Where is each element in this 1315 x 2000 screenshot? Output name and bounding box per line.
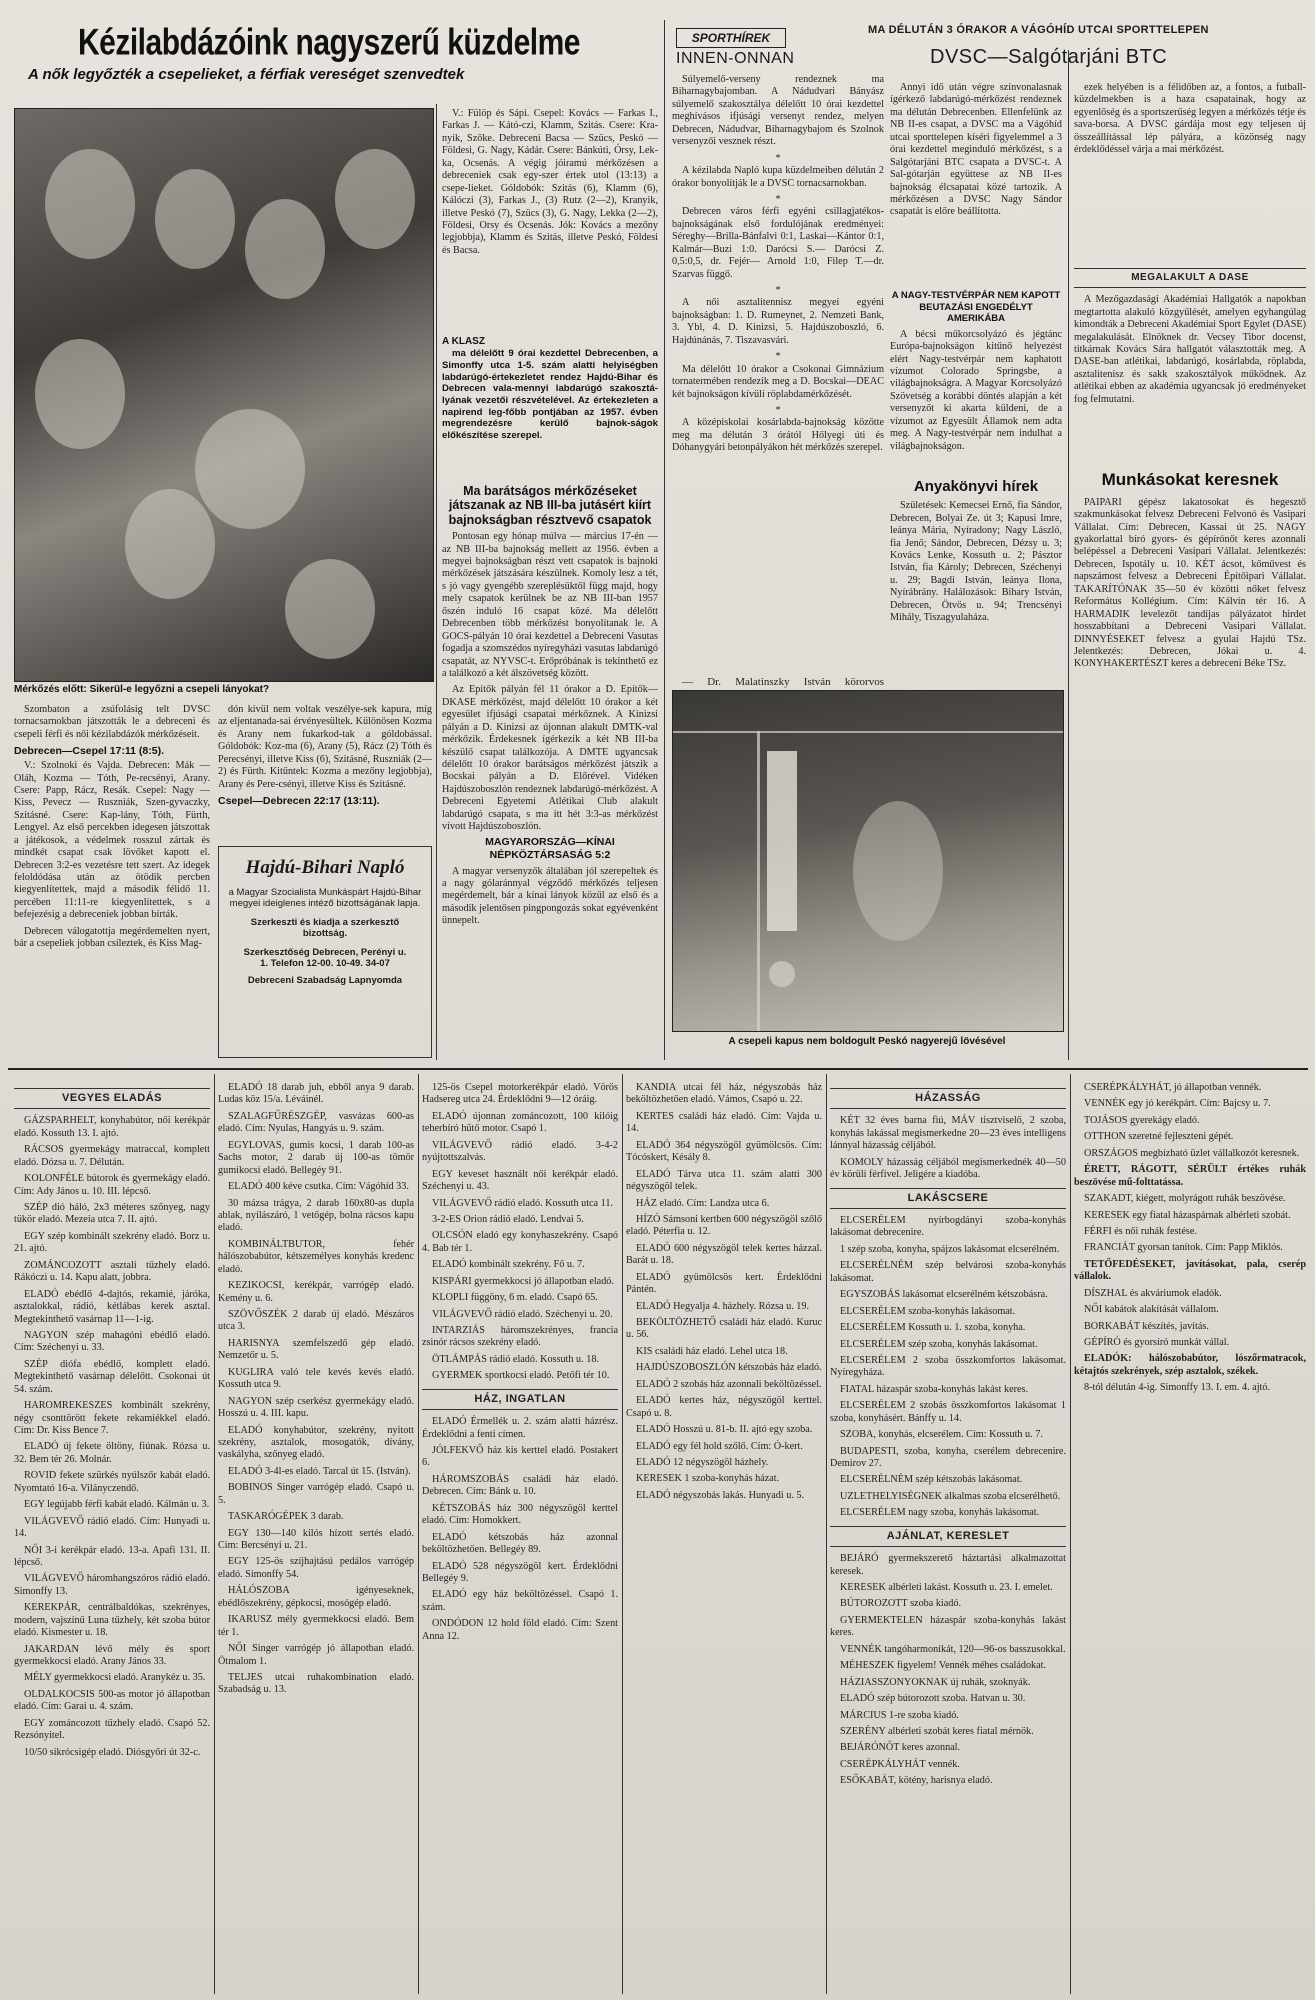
sporthir-item-6: A középiskolai kosárlabda-bajnokság közötte meg ma délután 3 órától Hőlyegi úti és Dóhanygyári betonpályákon hét mérkőzés szerepel. (672, 417, 884, 454)
friendly-text: Pontosan egy hónap múlva — március 17-én — az NB III-ba bajnokság mellett az 1956. évben a megyei bajnokságban részt vett csapatok is bajnoki mérkőzések játszására készülnek. Komoly lesz a tét, s jó vagy gyengébb szereplésüktől függ majd, hogy mely csapatok kerülnek be az NB III-ban 1957 őszén induló 16 csapat közé. Ma délelőtt Debrecenben több mérkőzést bonyolítanak le. A GOCS-pályán 10 órai kezdettel a Debreceni Vasutas fogadja a szomszédos nyíregyházi vasutas labdarúgó csapatát, az NYVSC-t. Erőpróbának is tekinthető ez a találkozó a két álszövetség között. (442, 531, 658, 679)
ad: HÁZ eladó. Cím: Landza utca 6. (636, 1197, 770, 1209)
ad: ELADÓ 400 kéve csutka. Cím: Vágóhíd 33. (228, 1181, 409, 1193)
ad: ELADÓK: hálószobabútor, lószőrmatracok, kétajtós szekrények, szép asztalok, székek. (1074, 1353, 1306, 1377)
friendly-text2: Az Epítők pályán fél 11 órakor a D. Epítők—DKASE mérkőzést, majd délelőtt 10 órakor a két egyesület ifjúsági csapatai mérkőznek. A Kinizsi pályán a D. Kinizsi az újonnan alakult DMTK-val mérkőzik. Érdekesnek ígérkezik a két NB III-ba készülő csapat találkozója. A DMTE ugyancsak délelőtt 10 órakor barátságos mérkőzést játszik a Bocskai pályán a D. Előrével. Vidéken Hajdúszoboszlón rendeznek labdarúgó-mérkőzést. A Debreceni Egyetemi Atlétikai Club alakult labdarúgó csapata, s ma itt hét 3:3-as mérkőzést vívott Hajdúszoboszlón. (442, 684, 658, 833)
ad: GÉPÍRÓ és gyorsíró munkát vállal. (1084, 1337, 1230, 1348)
ad: ELADÓ Hegyalja 4. házhely. Rózsa u. 19. (636, 1300, 810, 1312)
ad: TASKARÓGÉPEK 3 darab. (228, 1511, 344, 1523)
ad: ELADÓ 18 darab juh, ebből anya 9 darab. Ludas köz 15/a. Léváinél. (218, 1082, 414, 1106)
ad: BEJÁRÓ gyermekszerető háztartási alkalmazottat keresek. (830, 1553, 1066, 1577)
ad: TETŐFEDÉSEKET, javításokat, pala, cserép vállalok. (1074, 1258, 1306, 1283)
ad: ELADÓ gyümölcsös kert. Érdeklődni Pántén. (626, 1271, 822, 1296)
ad: FÉRFI és női ruhák festése. (1084, 1225, 1197, 1237)
ad: 125-ös Csepel motorkerékpár eladó. Vörös Hadsereg utca 24. Érdeklődni 9—12 óráig. (422, 1082, 618, 1106)
ad: ÖTLÁMPÁS rádió eladó. Kossuth u. 18. (432, 1353, 599, 1365)
ad: ELADÓ Tárva utca 11. szám alatti 300 négyszögöl telek. (626, 1168, 822, 1193)
ad: VILÁGVEVŐ háromhangszóros rádió eladó. Simonffy 13. (14, 1573, 210, 1597)
classifieds-col-5 (830, 1082, 1066, 1992)
ad: FRANCIÁT gyorsan tanítok. Cím: Papp Miklós. (1084, 1242, 1283, 1254)
ad: FIATAL házaspár szoba-konyhás lakást keres. (840, 1383, 1029, 1395)
report-text: Szombaton a zsúfolásig telt DVSC tornacsarnokban játszották le a debreceni és csepeli férfi és női kézilabdázók mérkőzéseit. (14, 704, 210, 740)
team-photo (14, 108, 434, 682)
ad: ELADÓ egy fél hold szőlő. Cím: Ó-kert. (636, 1440, 803, 1452)
ad: 3-2-ES Orion rádió eladó. Lendvai 5. (432, 1213, 584, 1225)
ad: OLDALKOCSIS 500-as motor jó állapotban eladó. Cím: Garai u. 4. szám. (14, 1688, 210, 1713)
ad: ELADÓ új fekete öltöny, fiúnak. Rózsa u. 32. Bem tér 26. Molnár. (14, 1441, 210, 1465)
ad: KOMOLY házasság céljából megismerkednék 40—50 év körüli férfivel. Jeligére a kiadóba. (830, 1156, 1066, 1181)
amerika-article (890, 290, 1062, 470)
ad: VILÁGVEVŐ rádió eladó. Cím: Hunyadi u. 14. (14, 1515, 210, 1540)
magyar-kinai-headline: MAGYARORSZÁG—KÍNAI NÉPKÖZTÁRSASÁG 5:2 (485, 836, 615, 861)
ad: JÓLFEKVŐ ház kis kerttel eladó. Postakert 6. (422, 1445, 618, 1469)
ad: EGY zománcozott tűzhely eladó. Csapó 52. Rezsónyitel. (14, 1717, 210, 1742)
ad: GYERMEK sportkocsi eladó. Petőfi tér 10. (432, 1370, 610, 1382)
ad: EGY 130—140 kilós hízott sertés eladó. Cím: Bercsényi u. 21. (218, 1527, 414, 1551)
anyakonyv-article (890, 478, 1062, 668)
ad: VILÁGVEVŐ rádió eladó. Kossuth utca 11. (432, 1197, 613, 1209)
ad: SZÖVŐSZÉK 2 darab új eladó. Mészáros utca 3. (218, 1309, 414, 1333)
ad: EGYLOVAS, gumis kocsi, 1 darab 100-as Sachs motor, 2 darab új 100-as tömör gumikocsi eladó. Bellegéy 91. (218, 1139, 414, 1176)
ad: HÁZIASSZONYOKNAK új ruhák, szoknyák. (840, 1676, 1031, 1688)
men-result: Csepel—Debrecen 22:17 (13:11). (218, 795, 380, 808)
ad: ELCSERÉLNÉM szép kétszobás lakásomat. (840, 1474, 1023, 1486)
ad: ELADÓ kertes ház, négyszögöl kerttel. Csapó u. 8. (626, 1395, 822, 1419)
ad: KERESEK egy fiatal házaspárnak albérleti szobát. (1084, 1209, 1291, 1221)
dvsc-banner: MA DÉLUTÁN 3 ÓRAKOR A VÁGÓHÍD UTCAI SPORTTELEPEN (868, 24, 1209, 36)
ad: ESŐKABÁT, kötény, harisnya eladó. (840, 1775, 993, 1787)
ad: ELADÓ ebédlő 4-dajtós, rekamié, járóka, asztalokkal, rádió, kétlábas kerek asztal. Megtekinthető vasárnap 11—1-ig. (14, 1288, 210, 1325)
ad: KERESEK albérleti lakást. Kossuth u. 23. I. emelet. (840, 1582, 1053, 1594)
ad: ELADÓ 2 szobás ház azonnali beköltözéssel. (636, 1378, 822, 1390)
masthead-line3: Szerkesztőség Debrecen, Perényi u. 1. Telefon 12-00. 10-49. 34-07 (243, 947, 407, 969)
lakascsere-title: LAKÁSCSERE (830, 1188, 1066, 1209)
ad: ELADÓ 600 négyszögöl telek kertes házzal. Barát u. 18. (626, 1242, 822, 1267)
ad: TELJES utcai ruhakombination eladó. Szabadság u. 13. (218, 1671, 414, 1696)
masthead-line2: Szerkeszti és kiadja a szerkesztő bizottság. (250, 917, 400, 939)
munkasokat-text: PAIPARI gépész lakatosokat és hegesztő szakmunkásokat felvesz Debreceni Felvonó és Vasipari Vállalat. Cím: Debrecen, Kassai út 25. NAGY gyakorlattal bíró gyors- és gépírónőt keres azonnali belépéssel a Debreceni Vasipari Vállalat. Jelentkezés: Debrecen, Ispotály u. 10. KÉT ácsot, kőművest és napszámost felvesz a Debreceni Építőipari Vállalat. TAKARÍTÓNAK 35—50 év közötti nőket felvesz Református Kollégium. Cím: Kálvin tér 16. A HARMADIK levelezőt tandíjas pályázatot hirdet hosszabbítani a Debreceni Vasipari Vállalat. DINNYÉSEKET felvesz a gyulai Hajdú TSz. Jelentkezés: Debrecen, Jókai u. 4. KONYHAKERTÉSZT keres a debreceni Béke TSz. (1074, 496, 1306, 670)
magyar-kinai-article (442, 836, 658, 1056)
ad: BÚTOROZOTT szoba kiadó. (840, 1598, 962, 1610)
lineups-paragraph: V.: Fülöp és Sápi. Csepel: Kovács — Farkas I., Farkas J. — Kátó-czi, Klamm, Szitás. Csere: Kra-nyik, Szőke. Debreceni Bacsa — Szücs, Peskó — Földesi, G. Nagy, Kádár. Csere: Bánkúti, Órsy, Lek-ka, Ocsenás. A végig jóiramú mérkőzésen a debreceniek csak egy-szer értek utol (13:13) a csepe-lieket. Góldobók: Szitás (6), Klamm (6), Kálóczi (3), Farkas J., (3) Rutz (2—2), Kranyik, illetve Peskó (7), Szücs (3), G. Nagy, Lekka (2—2), Földesi, Orsy és Ocsenás. Jók: Kovács a mezőny legjobbja), Klamm és Szitás, illetve Peskó, Földesi és Bacsa. (442, 108, 658, 256)
megalakult-headline: MEGALAKULT A DASE (1074, 268, 1306, 288)
ad: MÉHESZEK figyelem! Vennék méhes családokat. (840, 1660, 1047, 1672)
anyakonyv-headline: Anyakönyvi hírek (913, 478, 1039, 495)
klasz-text: ma délelőtt 9 órai kezdettel Debrecenben, a Simonffy utca 1-5. szám alatti helyiségben labdarúgó-értekezletet rendez Hajdú-Bihar és Debrecen vala-mennyi labdarúgó szakosztá-lyának vezetői részvételével. Az értekezleten a napirend leg-főbb pontjában az 1957. évben megrendezésre kerülő bajnok-ságok előkészítése szerepel. (442, 348, 658, 442)
ad: HAJDÚSZOBOSZLÓN kétszobás ház eladó. (636, 1362, 822, 1374)
ad: ELADÓ négyszobás lakás. Hunyadi u. 5. (636, 1489, 805, 1501)
ad: BEKÖLTÖZHETŐ családi ház eladó. Kuruc u. 56. (626, 1317, 822, 1341)
ad: OLCSÓN eladó egy konyhaszekrény. Csapó 4. Bab tér 1. (422, 1230, 618, 1254)
women-text2: Debrecen válogatottja megérdemelten nyert, bár a csepeliek jobban csíleztek, és Kiss Mag- (14, 925, 210, 950)
dvsc-text (890, 82, 1062, 282)
ad: ORSZÁGOS megbízható üzlet vállalkozót keresnek. (1084, 1147, 1300, 1159)
dvsc-title: DVSC—Salgótarjáni BTC (930, 46, 1168, 68)
ad: VENNÉK egy jó kerékpárt. Cím: Bajcsy u. 7. (1084, 1098, 1271, 1110)
ad: BORKABÁT készítés, javítás. (1084, 1320, 1209, 1332)
masthead-line1: a Magyar Szocialista Munkáspárt Hajdú-Bihar megyei ideiglenes intéző bizottságának lapja. (228, 887, 422, 909)
sporthirek-column: Súlyemelő-verseny rendeznek ma Biharnagybajomban. A Nádudvari Bányász súlyemelő szakosztálya délelőtt 10 órai kezdettel meghívásos ifjúsági versenyt rendez, melyen Debrecen, Nádudvar, Biharnagybajom és Szolnok versenyzői vesznek részt. * A kézilabda Napló kupa küzdelmeiben délután 2 órakor bonyolítják le a DVSC tornacsarnokban. * Debrecen város férfi egyéni csillagjatékos-bajnokságának első fordulójának eredményei: Séreghy—Brilla-Bánfalvi 0:1, Laskai—Kántor 0:1, Kalmár—Buzi 1:0. Darócsi S.— Darócsi Z. 0,5:0,5, dr. Fejér— Arnold 1:0, Filep T.—dr. Szarvas függő. * A női asztalitennisz megyei egyéni bajnokságban: 1. D. Rumeynet, 2. Nemzeti Bank, 3. Ybl, 4. D. Kinizsi, 5. Hajdúszoboszló, 6. Hajdúnánás, 7. Tiszavasvári. * Ma délelőtt 10 órakor a Csokonai Gimnázium tornatermében rendezik meg a D. Bocskai—DEAC két bajnokságon kívüli röplabdamérkőzését. * A középiskolai kosárlabda-bajnokság közötte meg ma délután 3 órától Hőlyegi úti és Dóhanygyári betonpályákon hét mérkőzés szerepel. (672, 74, 884, 454)
dvsc-text-cont (1074, 82, 1306, 258)
ad: ELCSERÉLEM nagy szoba, konyhás lakásomat. (840, 1507, 1040, 1519)
ad: ELADÓ Hosszú u. 81-b. II. ajtó egy szoba. (636, 1424, 813, 1436)
ad: EGY keveset használt női kerékpár eladó. Széchenyi u. 43. (422, 1168, 618, 1193)
classifieds-col-4 (626, 1082, 822, 1992)
vegyes-eladas-title: VEGYES ELADÁS (14, 1088, 210, 1109)
ad: KISPÁRI gyermekkocsi jó állapotban eladó. (432, 1275, 614, 1287)
ad: UZLETHELYISÉGNEK alkalmas szoba elcserélhető. (840, 1490, 1061, 1502)
goalkeeper-photo-caption: A csepeli kapus nem boldogult Peskó nagyerejű lövésével (728, 1036, 1006, 1047)
ad: INTARZIÁS háromszekrényes, francia zsinór rácsos szekrény eladó. (422, 1325, 618, 1349)
ad: ELCSERÉLEM szép szoba, konyhás lakásomat. (840, 1338, 1038, 1350)
megalakult-article (1074, 262, 1306, 462)
munkasokat-headline: Munkásokat keresnek (1101, 470, 1279, 489)
classifieds-col-3 (422, 1082, 618, 1992)
ad: ELADÓ 364 négyszögöl gyümölcsös. Cím: Tócóskert, Késály 8. (626, 1139, 822, 1164)
ad: ZOMÁNCOZOTT asztali tűzhely eladó. Rákóczi u. 14. Kapu alatt, jobbra. (14, 1259, 210, 1284)
ad: KOLONFÉLE bútorok és gyermekágy eladó. Cím: Ady János u. 10. III. lépcső. (14, 1173, 210, 1197)
ad: 1 szép szoba, konyha, spájzos lakásomat elcserélném. (840, 1243, 1060, 1255)
ad: ELADÓ 12 négyszögöl házhely. (636, 1456, 769, 1468)
ad: NŐI 3-i kerékpár eladó. 13-a. Apafi 131. II. lépcső. (14, 1544, 210, 1568)
ad: HARISNYA szemfelszedő gép eladó. Nemzetőr u. 5. (218, 1337, 414, 1362)
amerika-headline: A NAGY-TESTVÉRPÁR NEM KAPOTT BEUTAZÁSI ENGEDÉLYT AMERIKÁBA (891, 290, 1061, 325)
anyakonyv-text: Születések: Kemecsei Ernő, fia Sándor, Debrecen, Bolyai Ze. út 3; Kapusi Imre, leánya Mária, Nyíradony; Nagy László, fia Jenő; Sándor, Debrecen, Dézsy u. 3; Kovács Lenke, Kossuth u. 2; Pásztor István, fia Károly; Debrecen, Széchenyi u. 29; Bagdi István, leánya Ilona, Nyírábrány. Halálozások: Bihary István, Debrecen, Ötvös u. 94; Trencsényi Mihály, Tiszagyulaháza. (890, 500, 1062, 624)
klasz-article (442, 336, 658, 476)
friendly-article (442, 484, 658, 833)
ad: ELADÓ kétszobás ház azonnal beköltözhetően. Bellegéy 89. (422, 1531, 618, 1556)
ad: ELCSERÉLEM nyírbogdányi szoba-konyhás lakásomat debrecenire. (830, 1215, 1066, 1239)
women-text: V.: Szolnoki és Vajda. Debrecen: Mák — Oláh, Kozma — Tóth, Pe-recsényi, Arany. Csere: Papp, Rácz, Resák. Csepel: Nagy — Kiss, Pevecz — Ruszniák, Szen-gyvaczky, Szitásné. Csere: Kap-lány, Tóth, Fürth, Lengyel. Az első percekben idegesen játszottak a játékosok, a védelmek rosszul zártak és mindkét csapat csak lövőket kapott el. Debrecen 3:2-es vezetésre tett szert. Az idegek feloldódása után az ötödik percben kiegyenlítettek, majd a második félidő 11. percében 11:11-re kiegyenlítettek, s a befejezésig a debreceniek jobban bírták. (14, 760, 210, 921)
ad: NŐI Singer varrógép jó állapotban eladó. Ötmalom 1. (218, 1643, 414, 1667)
handball-report (14, 704, 210, 1060)
ad: OTTHON szeretné fejleszteni gépét. (1084, 1131, 1234, 1143)
ad: KOMBINÁLTBUTOR, fehér hálószobabútor, kétszemélyes konyhás kredenc eladó. (218, 1238, 414, 1275)
ad: TOJÁSOS gyerekágy eladó. (1084, 1114, 1200, 1126)
ad: SZAKADT, kiégett, molyrágott ruhák beszövése. (1084, 1193, 1286, 1205)
ad: HÁROMSZOBÁS családi ház eladó. Debrecen. Cím: Bánk u. 10. (422, 1473, 618, 1498)
ad: VENNÉK tangóharmonikát, 120—96-os basszusokkal. (840, 1643, 1066, 1655)
ad: EGYSZOBÁS lakásomat elcserélném kétszobásra. (840, 1289, 1048, 1301)
ad: BEJÁRÓNŐT keres azonnal. (840, 1742, 961, 1754)
main-subhead: A nők legyőzték a csepelieket, a férfiak vereséget szenvedtek (28, 66, 465, 83)
ad: ELADÓ kombinált szekrény. Fő u. 7. (432, 1259, 585, 1271)
ad: ELCSERÉLNÉM szép belvárosi szoba-konyhás lakásomat. (830, 1260, 1066, 1284)
ad: VILÁGVEVŐ rádió eladó. Széchenyi u. 20. (432, 1308, 613, 1320)
ad: KERTES családi ház eladó. Cím: Vajda u. 14. (626, 1110, 822, 1135)
ad: KEZIKOCSI, kerékpár, varrógép eladó. Kemény u. 6. (218, 1280, 414, 1304)
ad: KANDIA utcai fél ház, négyszobás ház beköltözhetően eladó. Vámos, Csapó u. 22. (626, 1082, 822, 1106)
hazassag-title: HÁZASSÁG (830, 1088, 1066, 1109)
ad: MÉLY gyermekkocsi eladó. Aranykéz u. 35. (24, 1672, 206, 1684)
ad: EGY legújabb férfi kabát eladó. Kálmán u. 3. (24, 1499, 210, 1511)
ad: JAKARDAN lévő mély és sport gyermekkocsi eladó. Arany János 33. (14, 1643, 210, 1668)
ad: ELADÓ 528 négyszögöl kert. Érdeklődni Bellegéy 9. (422, 1560, 618, 1584)
magyar-kinai-text: A magyar versenyzők általában jól szerepeltek és a nagy gólaránnyal végződő mérkőzés teljesen megérdemelt, bár a kínai lányok közül az első és a második jelentősen pingpongozás sokat egyévenként ünnepelt. (442, 865, 658, 927)
ad: MÁRCIUS 1-re szoba kiadó. (840, 1709, 959, 1721)
ad: ELADÓ 3-4l-es eladó. Tarcal út 15. (István). (228, 1465, 411, 1477)
ad: IKARUSZ mély gyermekkocsi eladó. Bem tér 1. (218, 1614, 414, 1638)
sporthirek-title: INNEN-ONNAN (676, 50, 795, 67)
ad: EGY 125-ös szíjhajtású pedálos varrógép eladó. Simonffy 54. (218, 1556, 414, 1580)
main-headline: Kézilabdázóink nagyszerű küzdelme (78, 22, 580, 64)
ad: 30 mázsa trágya, 2 darab 160x80-as dupla ablak, nyílászáró, 1 vetőgép, bolna rácsos kapu eladó. (218, 1197, 414, 1234)
ad: SZOBA, konyhás, elcserélem. Cím: Kossuth u. 7. (840, 1429, 1043, 1441)
ad: ELADÓ Érmellék u. 2. szám alatti házrész. Érdeklődni a fenti címen. (422, 1416, 618, 1440)
ad: BUDAPESTI, szoba, konyha, cserélem debrecenire. Demirov 27. (830, 1445, 1066, 1469)
masthead-title: Hajdú-Bihari Napló (245, 857, 405, 878)
ad: ELADÓ konyhabútor, szekrény, nyitott szekrény, asztalok, mosogatók, dívány, vaskályha, szőnyeg eladó. (218, 1424, 414, 1461)
sporthir-item-1: Súlyemelő-verseny rendeznek ma Biharnagybajomban. A Nádudvari Bányász súlyemelő szakosztálya délelőtt 10 órai kezdettel meghívásos ifjúsági versenyt rendez, melyen Debrecen, Nádudvar, Biharnagybajom és Szolnok versenyzői vesznek részt. (672, 74, 884, 148)
friendly-headline: Ma barátságos mérkőzéseket játszanak az NB III-ba jutásért kiírt bajnokságban résztvevő csapatok (448, 484, 652, 527)
sporthir-item-5: Ma délelőtt 10 órakor a Csokonai Gimnázium tornatermében rendezik meg a D. Bocskai—DEAC két bajnokságon kívüli röplabdamérkőzését. (672, 363, 884, 400)
ad: HAROMREKESZES kombinált szekrény, négy csonttörött fekete rekamiékkel eladó. Cím: Dr. Kiss Bence 7. (14, 1400, 210, 1437)
haz-ingatlan-title: HÁZ, INGATLAN (422, 1389, 618, 1410)
ad: 10/50 sikrócsigép eladó. Diósgyőri út 32-c. (24, 1746, 201, 1758)
ad: GYERMEKTELEN házaspár szoba-konyhás lakást keres. (830, 1614, 1066, 1639)
ad: ROVID fekete szürkés nyúlszőr kabát eladó. Nyomtató 16-a. Vilányczendő. (14, 1470, 210, 1494)
ad: DÍSZHAL és akváriumok eladók. (1084, 1287, 1222, 1299)
ad: SZALAGFŰRÉSZGÉP, vasvázas 600-as eladó. Cím: Nyulas, Hangyás u. 9. szám. (218, 1110, 414, 1135)
goalkeeper-photo (672, 690, 1064, 1032)
sporthir-item-2: A kézilabda Napló kupa küzdelmeiben délután 2 órakor bonyolítják le a DVSC tornacsarnokban. (672, 165, 884, 189)
classifieds-col-2 (218, 1082, 414, 1992)
ad: NAGYON szép mahagóni ebédlő eladó. Cím: Széchenyi u. 33. (14, 1329, 210, 1354)
ad: ELCSERÉLEM 2 szobás összkomfortos lakásomat 1 szoba, konyhásért. Bánffy u. 14. (830, 1400, 1066, 1424)
ad: EGY szép kombinált szekrény eladó. Borz u. 21. ajtó. (14, 1230, 210, 1255)
mid-text: dón kívül nem voltak veszélye-sek kapura, míg az eljentanada-sai érvényesültek. Különösen Kozma és Arany nem fukarkod-tak a góldobással. Góldobók: Koz-ma (6), Arany (5), Rácz (2) Tóth és Perecsényi, illetve Kiss (6), Szitásné, Ruszniák (2—2) és Fürth. Kitűntek: Kozma a mezőny legjobbja), Arany és Pere-csényi, illetve Kiss és Szitásné. (218, 704, 432, 790)
classifieds-col-6 (1074, 1082, 1306, 1992)
ad: ELCSERÉLEM Kossuth u. 1. szoba, konyha. (840, 1322, 1026, 1334)
ad: NŐI kabátok alakítását vállalom. (1084, 1304, 1219, 1316)
ad: SZÉP dió háló, 2x3 méteres szőnyeg, nagy tükör eladó. Mezeia utca 7. II. ajtó. (14, 1202, 210, 1226)
ad: HÍZÓ Sámsoni kertben 600 négyszögöl szőlő eladó. Péterfia u. 12. (626, 1213, 822, 1238)
ad: SZÉP diófa ebédlő, komplett eladó. Megtekinthető vasárnap délelőtt. Csokonai út 54. szám. (14, 1358, 210, 1395)
dvsc-paragraph-2: ezek helyében is a félidőben az, a fontos, a futball-küzdelmekben is a haza csapatainak, hogy az egyenlőség és a sportszerűség legyen a mérkőzés tétje és sava-borsa. A DVSC gárdája most egy teljesen új összeállítással lép pályára, a közönség nagy érdeklődéssel várja a mai mérkőzést. (1074, 82, 1306, 156)
ad: KEREKPÁR, centrálbaldókas, szekrényes, modern, vajszínű Luna tűzhely, két szoba bútor eladó. Kismester u. 18. (14, 1602, 210, 1639)
sporthir-item-4: A női asztalitennisz megyei egyéni bajnokságban: 1. D. Rumeynet, 2. Nemzeti Bank, 3. Ybl, 4. D. Kinizsi, 5. Hajdúszoboszló, 6. Hajdúnánás, 7. Tiszavasvári. (672, 297, 884, 346)
ad: CSERÉPKÁLYHÁT, jó állapotban vennék. (1084, 1082, 1262, 1093)
ad: KÉTSZOBÁS ház 300 négyszögöl kerttel eladó. Cím: Homokkert. (422, 1502, 618, 1527)
page-divider (8, 1068, 1308, 1070)
ad: KERESEK 1 szoba-konyhás házat. (636, 1473, 780, 1485)
masthead-box (218, 846, 432, 1058)
ad: CSERÉPKÁLYHÁT vennék. (840, 1758, 960, 1770)
ad: ELCSERÉLEM szoba-konyhás lakásomat. (840, 1305, 1016, 1317)
ad: 8-tól délután 4-ig. Simonffy 13. I. em. 4. ajtó. (1084, 1382, 1270, 1394)
munkasokat-article (1074, 470, 1306, 1056)
classifieds-col-1 (14, 1082, 210, 1992)
ad: NAGYON szép cserkész gyermekágy eladó. Hosszú u. 4. III. kapu. (218, 1395, 414, 1420)
dvsc-paragraph: Annyi idő után végre színvonalasnak ígérkező labdarúgó-mérkőzést rendeznek ma délután Debrecenben. Ellenfelünk az NB II-es csapat, a DVSC ma a Vágóhíd utcai sporttelepen kíséri figyelemmel a 3 órai kezdettel meginduló mérkőzést, s a Salgótarjáni BTC csapata a DVSC-t. A Sal-gótarján együttese az NB II-es bajnokság élcsapatai közé tartozik. A mérkőzésen a DVSC Nagy Sándor csapatát is előre beállította. (890, 82, 1062, 218)
ad: HÁLÓSZOBA igényeseknek, ebédlőszekrény, gépkocsi, mosógép eladó. (218, 1585, 414, 1609)
megalakult-text: A Mezőgazdasági Akadémiai Hallgatók a napokban megtartotta alakuló közgyűlését, amelyen egyhangúlag kimondták a Debreceni Akadémiai Sport Egylet (DASE) megalakulását. Elnöknek dr. Vecsey Tibor docenst, titkárnak Kovács Sára hallgatót választották meg. A DASE-ban atlétikai, labdarúgó, kosárlabda, röplabda, asztalitenisz és sakk szakosztályok működnek. Az atlétikai ebben az akadémia ugyancsak jó eredményeket fog felmutatni. (1074, 294, 1306, 405)
ad: VILÁGVEVŐ rádió eladó. 3-4-2 nyújtottszalvás. (422, 1139, 618, 1164)
ad: KLOPLI függöny, 6 m. eladó. Csapó 65. (432, 1292, 598, 1304)
ad: ELADÓ egy ház beköltözéssel. Csapó 1. szám. (422, 1589, 618, 1613)
handball-report-cont (218, 704, 432, 838)
ad: ONDÓDON 12 hold föld eladó. Cím: Szent Anna 12. (422, 1618, 618, 1642)
ad: KUGLIRA való tele kevés kevés eladó. Kossuth utca 9. (218, 1366, 414, 1391)
ad: ELADÓ újonnan zománcozott, 100 kilóig teherbíró hűtő motor. Csapó 1. (422, 1110, 618, 1135)
ad: KÉT 32 éves barna fiú, MÁV tisztviselő, 2 szoba, konyhás lakással megismerkedne 20—23 éves intelligens lánnyal házasság céljából. (830, 1115, 1066, 1152)
ad: SZERÉNY albérleti szobát keres fiatal mérnök. (840, 1725, 1034, 1737)
ad: ELCSERÉLEM 2 szoba összkomfortos lakásomat. Nyíregyháza. (830, 1354, 1066, 1379)
ad: RÁCSOS gyermekágy matraccal, komplett eladó. Dózsa u. 7. Délután. (14, 1144, 210, 1168)
women-result: Debrecen—Csepel 17:11 (8:5). (14, 745, 164, 758)
ad: ÉRETT, RÁGOTT, SÉRÜLT értékes ruhák beszövése mű-folttatássa. (1074, 1164, 1306, 1188)
klasz-headline: A KLASZ (442, 336, 485, 347)
ajanlat-kereslet-title: AJÁNLAT, KERESLET (830, 1526, 1066, 1547)
team-photo-caption: Mérkőzés előtt: Sikerül-e legyőzni a csepeli lányokat? (14, 684, 270, 695)
ad: BOBINOS Singer varrógép eladó. Csapó u. 5. (218, 1482, 414, 1506)
amerika-text: A bécsi műkorcsolyázó és jégtánc Európa-bajnokságon kitűnő helyezést elért Nagy-testvérpár nem kaphatott vízumot Colorado Springsbe, a világbajnokságra. A Magyar Korcsolyázó Szövetség a korábbi döntés alapján a két versenyzőt ki akarta küldeni, de a vízumot az Egyesült Államok nem adta meg. A Nagy-testvérpár nem indulhat a világbajnokságon. (890, 328, 1062, 452)
sporthir-item-3: Debrecen város férfi egyéni csillagjatékos-bajnokságának első fordulójának eredményei: Séreghy—Brilla-Bánfalvi 0:1, Laskai—Kántor 0:1, Kalmár—Buzi 1:0. Darócsi S.— Darócsi Z. 0,5:0,5, dr. Fejér— Arnold 1:0, Filep T.—dr. Szarvas függő. (672, 206, 884, 280)
lineups-text (442, 108, 658, 326)
ad: GÁZSPARHELT, konyhabútor, női kerékpár eladó. Kossuth 13. I. ajtó. (14, 1115, 210, 1139)
sporthirek-badge: SPORTHÍREK (676, 28, 786, 48)
ad: KIS családi ház eladó. Lehel utca 18. (636, 1345, 788, 1357)
sporthir-ad-1: — Dr. Malatinszky István körorvos (682, 676, 884, 688)
masthead-line4: Debreceni Szabadság Lapnyomda (247, 975, 403, 986)
ad: ELADÓ szép bútorozott szoba. Hatvan u. 30. (840, 1693, 1026, 1705)
